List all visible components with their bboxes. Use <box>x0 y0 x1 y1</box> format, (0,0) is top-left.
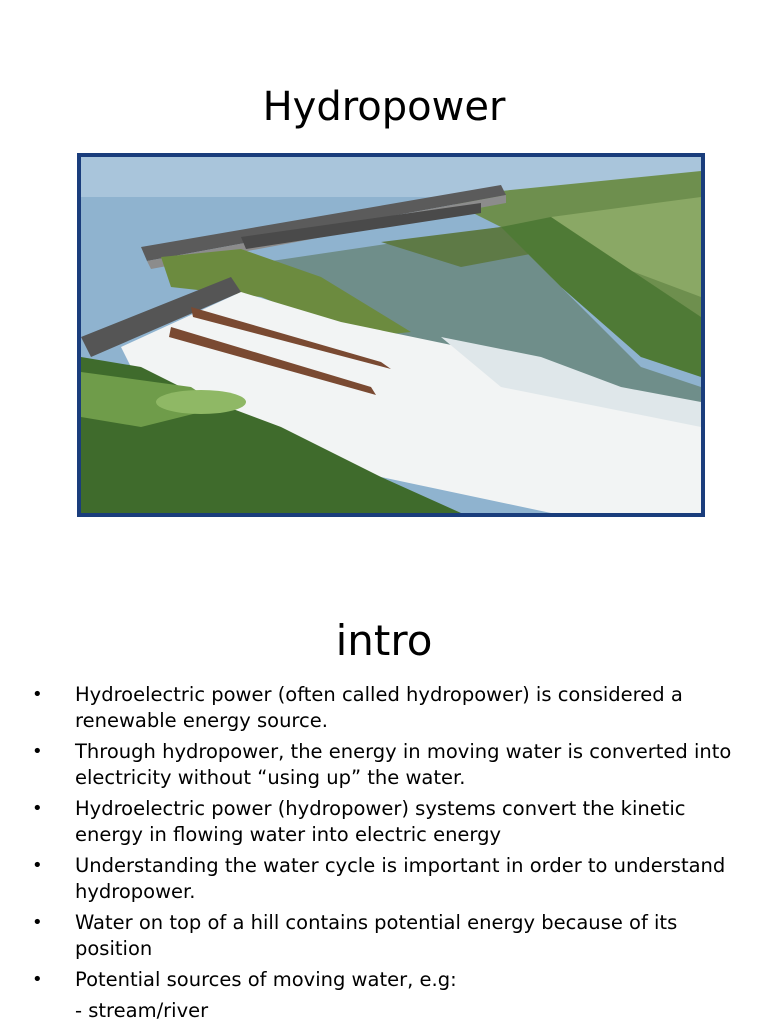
bullet-list <box>0 682 768 1029</box>
bullet-item: • Hydroelectric power (often called hydropower) is considered a renewable energy source. <box>32 683 683 732</box>
section-title: intro <box>335 616 433 665</box>
bullet-dot-icon: • <box>32 798 43 819</box>
bullet-dot-icon: • <box>32 684 43 705</box>
bullet-item: • Through hydropower, the energy in moving water is converted into electricity without “using up” the water. <box>32 740 732 789</box>
bullet-dot-icon: • <box>32 969 43 990</box>
bullet-item: • Water on top of a hill contains potential energy because of its position <box>32 911 678 960</box>
bullet-item: • Potential sources of moving water, e.g: <box>32 968 457 991</box>
bullet-dot-icon: • <box>32 912 43 933</box>
bullet-dot-icon: • <box>32 855 43 876</box>
sub-item: - stream/river <box>75 999 209 1022</box>
bullet-item: • Hydroelectric power (hydropower) systems convert the kinetic energy in flowing water into electric energy <box>32 797 686 846</box>
slide-title: Hydropower <box>262 84 506 130</box>
bullet-item: • Understanding the water cycle is important in order to understand hydropower. <box>32 854 726 903</box>
dam-photo-illustration <box>81 157 701 513</box>
dam-photo <box>77 153 705 517</box>
bullet-dot-icon: • <box>32 741 43 762</box>
